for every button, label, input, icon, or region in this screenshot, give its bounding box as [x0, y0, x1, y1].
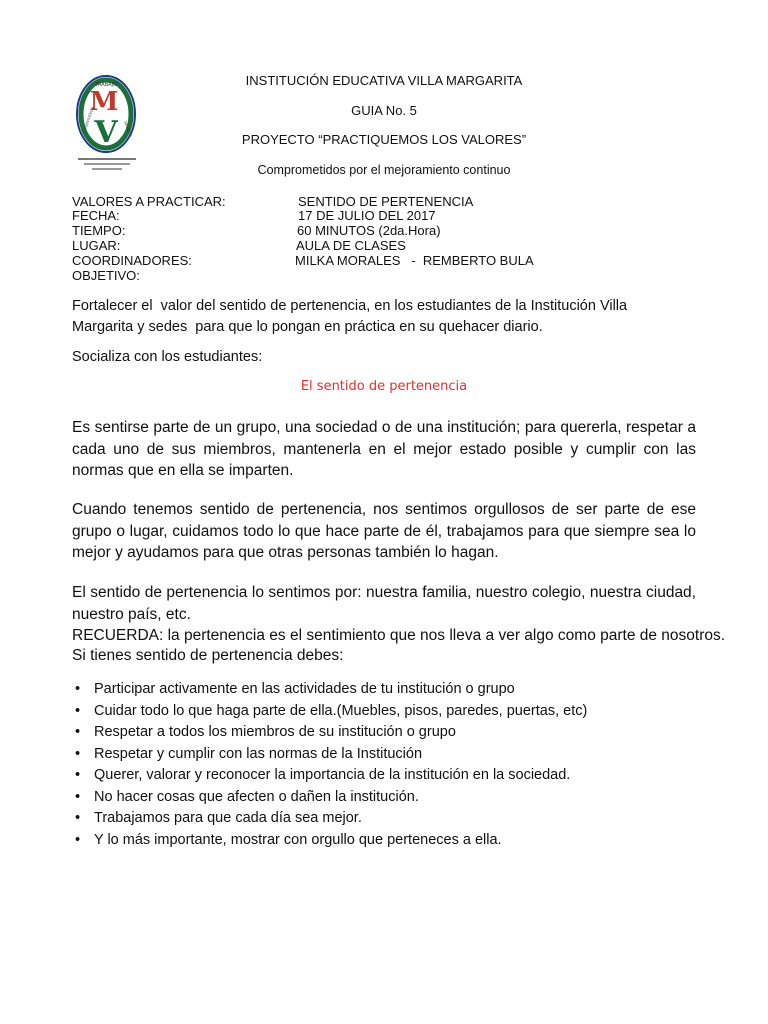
list-item: • No hacer cosas que afecten o dañen la institución. [72, 787, 696, 809]
meta-label-objective: OBJETIVO: [72, 268, 140, 283]
meta-label-time: TIEMPO: [72, 223, 126, 238]
meta-value-date: 17 DE JULIO DEL 2017 [298, 208, 436, 223]
bullet-icon: • [75, 702, 81, 719]
list-item: • Y lo más importante, mostrar con orgullo que perteneces a ella. [72, 830, 696, 852]
objective-text: Fortalecer el valor del sentido de pertenencia, en los estudiantes de la Institución Villa Margarita y sedes para que lo pongan en práctica en su quehacer diario. [72, 298, 632, 335]
logo-side-right: RESPETO [123, 120, 133, 138]
meta-label-place: LUGAR: [72, 238, 121, 253]
list-item: • Trabajamos para que cada día sea mejor. [72, 808, 696, 830]
motto: Comprometidos por el mejoramiento continuo [257, 163, 511, 177]
list-item: • Querer, valorar y reconocer la importancia de la institución en la sociedad. [72, 765, 696, 787]
project-title: PROYECTO “PRACTIQUEMOS LOS VALORES” [241, 132, 527, 147]
bullet-icon: • [75, 831, 81, 848]
logo-letter-m: M [89, 87, 119, 117]
institution-title: INSTITUCIÓN EDUCATIVA VILLA MARGARITA [245, 73, 523, 88]
paragraph-definition: Es sentirse parte de un grupo, una sociedad o de una institución; para quererla, respetar a cada uno de sus miembros, mantenerla en el mejor estado posible y cumplir con las normas que en ella se imparten. [72, 419, 696, 479]
bullet-icon: • [75, 724, 81, 740]
bullet-icon: • [75, 767, 81, 783]
section-subtitle: El sentido de pertenencia [300, 379, 468, 394]
list-item: • Respetar a todos los miembros de su institución o grupo [72, 722, 696, 744]
paragraph-feeling: Cuando tenemos sentido de pertenencia, nos sentimos orgullosos de ser parte de ese grupo o lugar, cuidamos todo lo que hace parte de él, trabajamos para que siempre sea lo mejor y ayudamos para que otras personas también lo hagan. [72, 501, 696, 561]
logo-side-left: CONVIVENCIA [83, 106, 96, 131]
bullet-icon: • [75, 745, 81, 762]
bullet-icon: • [75, 681, 81, 697]
meta-value-place: AULA DE CLASES [296, 238, 406, 253]
meta-label-values: VALORES A PRACTICAR: [72, 194, 226, 209]
guide-number: GUIA No. 5 [351, 103, 417, 118]
logo-letter-v: V [94, 115, 118, 150]
meta-value-values: SENTIDO DE PERTENENCIA [298, 194, 474, 209]
must-text: Si tienes sentido de pertenencia debes: [72, 647, 344, 664]
list-item: • Participar activamente en las actividades de tu institución o grupo [72, 679, 696, 701]
list-item: • Cuidar todo lo que haga parte de ella.(Muebles, pisos, paredes, puertas, etc) [72, 701, 696, 723]
socialize-text: Socializa con los estudiantes: [72, 349, 263, 365]
logo-top-text: TRABAJO [94, 82, 118, 88]
paragraph-belonging: El sentido de pertenencia lo sentimos por: nuestra familia, nuestro colegio, nuestra ciudad, nuestro país, etc. [72, 584, 696, 623]
meta-value-time: 60 MINUTOS (2da.Hora) [297, 223, 441, 238]
list-item: • Respetar y cumplir con las normas de la Institución [72, 744, 696, 766]
duties-list [72, 679, 696, 851]
meta-label-date: FECHA: [72, 208, 120, 223]
bullet-icon: • [75, 810, 81, 826]
meta-value-coordinators: MILKA MORALES - REMBERTO BULA [295, 253, 534, 268]
remember-text: RECUERDA: la pertenencia es el sentimiento que nos lleva a ver algo como parte de nosotros. [72, 627, 726, 644]
meta-label-coordinators: COORDINADORES: [72, 253, 192, 268]
bullet-icon: • [75, 788, 81, 805]
